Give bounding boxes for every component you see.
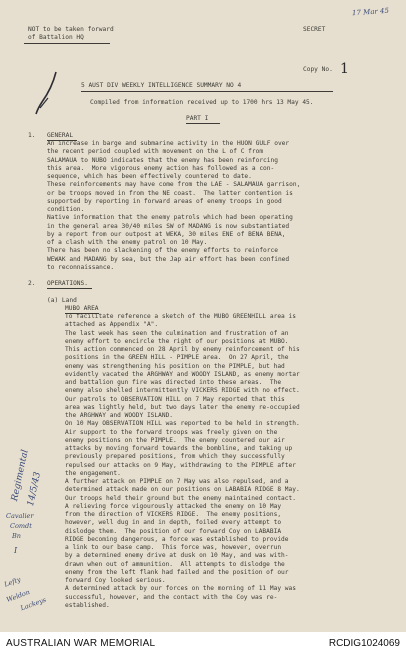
body-line: A determined attack by our forces on the morning of 11 May was bbox=[65, 585, 296, 593]
body-line: positions in the GREEN HILL - PIMPLE area. On 27 April, the bbox=[65, 354, 289, 362]
copy-no-label: Copy No. bbox=[303, 66, 333, 73]
body-line: of a clash with the enemy patrol on 10 May. bbox=[47, 239, 208, 246]
distribution-note-line2: of Battalion HQ bbox=[28, 34, 84, 41]
body-line: WEWAK and MADANG by sea, but the Jap air effort has been confined bbox=[47, 255, 290, 263]
margin-note-line: Cavalier bbox=[6, 512, 34, 520]
body-line: area was lightly held, but two days later the enemy re-occupied bbox=[65, 403, 300, 411]
body-line: by a report from our outpost at WEKA, 30 miles ENE of BENA BENA, bbox=[47, 230, 286, 238]
body-line: This action commenced on 28 April by enemy reinforcement of his bbox=[65, 346, 300, 353]
part-heading: PART I bbox=[186, 115, 209, 122]
margin-note-line: Weldon bbox=[5, 588, 31, 604]
subsection-heading: MUBO AREA bbox=[65, 305, 99, 312]
classification: SECRET bbox=[303, 26, 326, 33]
body-line: An increase in barge and submarine activity in the HUON GULF over bbox=[47, 140, 290, 147]
body-line: established. bbox=[65, 601, 110, 609]
margin-note-regimental: Regimental bbox=[10, 448, 31, 503]
section-1-heading: GENERAL bbox=[47, 132, 74, 139]
body-line: RIDGE becoming dangerous, a force was established to provide bbox=[65, 535, 289, 543]
body-line: attacks by moving forward towards the bombline, and taking up bbox=[65, 445, 293, 452]
body-line: Native information that the enemy patrols which had been operating bbox=[47, 214, 293, 222]
margin-note-date: 14/5/43 bbox=[26, 471, 43, 508]
body-line: enemy from the left flank had failed and the position of our bbox=[65, 568, 289, 576]
body-line: A further attack on PIMPLE on 7 May was also repulsed, and a bbox=[65, 478, 289, 485]
body-line: forward Coy looked serious. bbox=[65, 577, 166, 584]
body-line: in the general area 30/40 miles SW of MADANG is now substantiated bbox=[47, 222, 290, 230]
body-line: Our troops held their ground but the enemy maintained contact. bbox=[65, 494, 296, 502]
body-line: These reinforcements may have come from the LAE - SALAMAUA garrison, bbox=[47, 181, 301, 189]
body-line: Our patrols to OBSERVATION HILL on 7 May reported that this bbox=[65, 395, 285, 403]
margin-note-line: Bn bbox=[12, 532, 21, 540]
body-line: On 10 May OBSERVATION HILL was reported to be held in strength. bbox=[65, 420, 300, 428]
body-line: the ARGHWAY and WOODY ISLAND. bbox=[65, 412, 174, 419]
section-1-body bbox=[47, 140, 300, 272]
body-line: enemy positions on the PIMPLE. The enemy countered our air bbox=[65, 436, 285, 444]
body-line: supported by reporting in forward areas of enemy troops in good bbox=[47, 197, 282, 205]
body-line: repulsed our attacks on 9 May, withdrawing to the PIMPLE after bbox=[65, 461, 296, 469]
archive-footer bbox=[0, 632, 406, 654]
body-line: To facilitate reference a sketch of the MUBO GREENHILL area is bbox=[65, 313, 296, 320]
body-line: A relieving force vigourously attacked the enemy on 10 May bbox=[65, 502, 282, 510]
distribution-note-line1: NOT to be taken forward bbox=[28, 26, 114, 33]
body-line: The last week has seen the culmination and frustration of an bbox=[65, 329, 289, 337]
body-line: previously prepared positions, from which they successfully bbox=[65, 453, 285, 461]
body-line: drawn when out of ammunition. All attempts to dislodge the bbox=[65, 560, 285, 568]
section-2-number: 2. bbox=[28, 280, 36, 287]
body-line: enemy also shelled intermittently VICKERS RIDGE with no effect. bbox=[65, 387, 300, 395]
body-line: enemy effort to encircle the right of our positions at MUBO. bbox=[65, 337, 289, 345]
body-line: from the direction of VICKERS RIDGE. The enemy positions, bbox=[65, 511, 282, 518]
body-line: enemy was strengthening his position on the PIMPLE, but had bbox=[65, 362, 285, 370]
pencil-slash-mark bbox=[28, 68, 68, 118]
section-1-number: 1. bbox=[28, 132, 36, 139]
body-line: successful, however, and the contact with the Coy was re- bbox=[65, 593, 278, 601]
subsection-label: (a) Land bbox=[47, 297, 77, 304]
body-line: or be troops moved in from the NE coast. The latter contention is bbox=[47, 189, 293, 197]
body-line: SALAMAUA to NUBO indicates that the enemy has been reinforcing bbox=[47, 156, 278, 164]
corner-mark: 17 Mar 45 bbox=[351, 6, 390, 18]
body-line: dislodge them. The position of our forward Coy on LABABIA bbox=[65, 527, 282, 535]
distribution-underline bbox=[24, 43, 110, 44]
part-underline bbox=[186, 123, 220, 124]
margin-note-line: I bbox=[14, 546, 18, 555]
summary-subtitle: Compiled from information received up to 1700 hrs 13 May 45. bbox=[90, 99, 314, 106]
section-2-heading: OPERATIONS. bbox=[47, 280, 88, 287]
body-line: sequence, which has been effectively countered to date. bbox=[47, 173, 252, 180]
margin-note-line: Comdt bbox=[10, 522, 32, 530]
archive-name: AUSTRALIAN WAR MEMORIAL bbox=[6, 638, 156, 649]
body-line: attached as Appendix "A". bbox=[65, 321, 159, 329]
title-underline bbox=[81, 91, 333, 92]
margin-note-line: Lefty bbox=[3, 575, 22, 589]
copy-number: 1 bbox=[340, 61, 349, 77]
body-line: by a determined enemy drive at dusk on 10 May, and was with- bbox=[65, 552, 289, 560]
section-2-heading-underline bbox=[47, 288, 92, 289]
body-line: to reconnaissance. bbox=[47, 263, 115, 271]
body-line: Air support to the forward troops was freely given on the bbox=[65, 428, 278, 436]
section-2-body bbox=[65, 313, 300, 610]
record-id: RCDIG1024069 bbox=[328, 638, 400, 649]
body-line: evidently vacated the ARGHWAY and WOODY ISLAND, as enemy mortar bbox=[65, 370, 300, 378]
body-line: There has been no slackening of the enemy efforts to reinforce bbox=[47, 247, 278, 255]
body-line: and battalion gun fire was directed into these areas. The bbox=[65, 379, 282, 386]
body-line: the recent period coupled with movement on the L of C from bbox=[47, 148, 264, 156]
margin-note-line: Lackeys bbox=[19, 595, 48, 613]
body-line: this area. More vigorous enemy action has followed as a con- bbox=[47, 164, 275, 172]
body-line: however, well dug in and in depth, foiled every attempt to bbox=[65, 519, 282, 527]
body-line: the engagement. bbox=[65, 469, 121, 477]
body-line: a link to our base camp. This force was, however, overrun bbox=[65, 544, 282, 551]
summary-title: 5 AUST DIV WEEKLY INTELLIGENCE SUMMARY NO 4 bbox=[81, 82, 242, 89]
body-line: condition. bbox=[47, 206, 85, 213]
body-line: determined attack made on our positions on LABABIA RIDGE 8 May. bbox=[65, 486, 300, 494]
